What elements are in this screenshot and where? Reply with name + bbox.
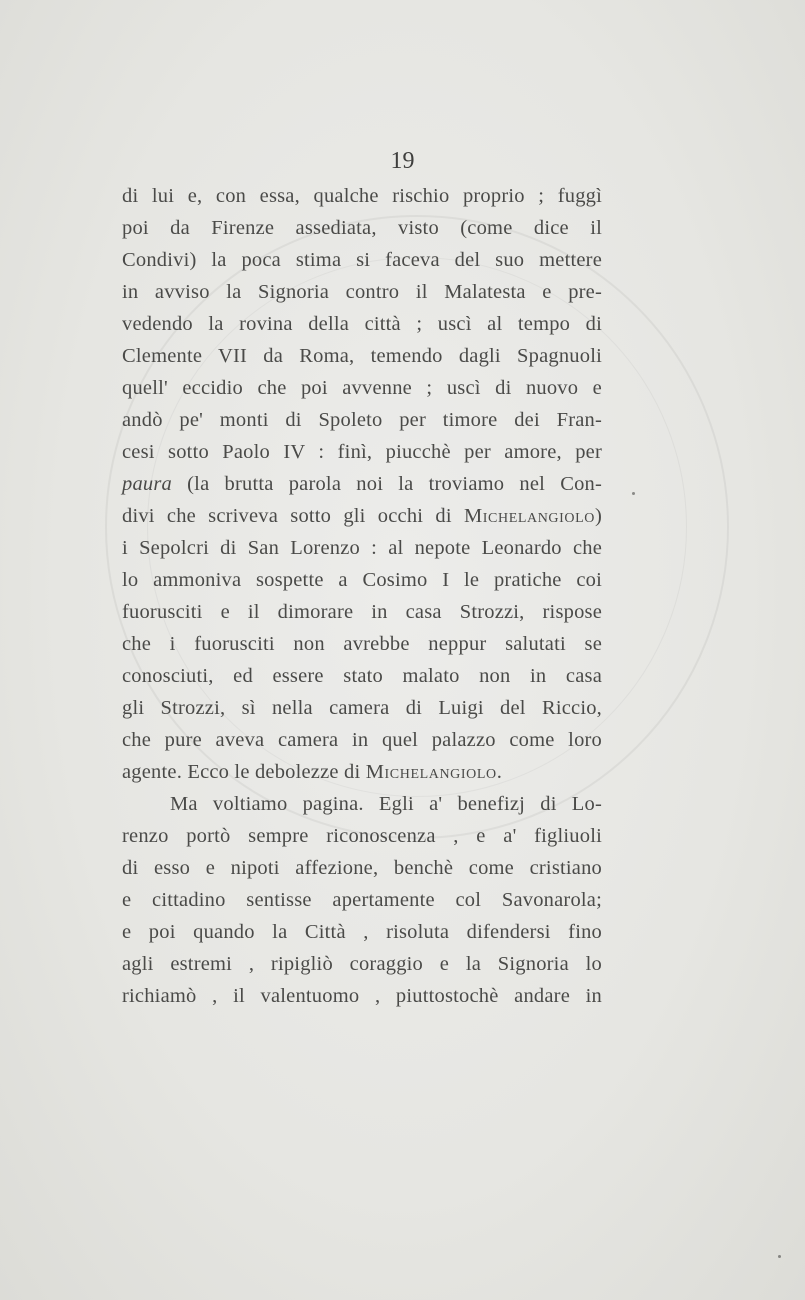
text-line: renzo portò sempre riconoscenza , e a' figliuoli bbox=[122, 825, 602, 847]
text-line: poi da Firenze assediata, visto (come dice il bbox=[122, 217, 602, 239]
text-line: gli Strozzi, sì nella camera di Luigi del Riccio, bbox=[122, 697, 602, 719]
text-line bbox=[122, 468, 602, 500]
text-line: Condivi) la poca stima si faceva del suo mettere bbox=[122, 249, 602, 271]
text-line: e cittadino sentisse apertamente col Savonarola; bbox=[122, 889, 602, 911]
page-number: 19 bbox=[390, 148, 415, 174]
text-line: e poi quando la Città , risoluta difendersi fino bbox=[122, 921, 602, 943]
text-line: in avviso la Signoria contro il Malatesta e pre- bbox=[122, 281, 602, 303]
text-line: vedendo la rovina della città ; uscì al tempo di bbox=[122, 313, 602, 335]
text-segment: divi che scriveva sotto gli occhi di bbox=[122, 505, 464, 527]
text-line bbox=[122, 756, 602, 788]
text-line: andò pe' monti di Spoleto per timore dei Fran- bbox=[122, 409, 602, 431]
text-line: i Sepolcri di San Lorenzo : al nepote Leonardo che bbox=[122, 537, 602, 559]
paragraph bbox=[122, 180, 602, 788]
text-line: di esso e nipoti affezione, benchè come cristiano bbox=[122, 857, 602, 879]
text-line: richiamò , il valentuomo , piuttostochè andare in bbox=[122, 985, 602, 1007]
paragraph bbox=[122, 788, 602, 1012]
text-line: che pure aveva camera in quel palazzo come loro bbox=[122, 729, 602, 751]
paper-speck bbox=[778, 1255, 781, 1258]
text-segment: . bbox=[496, 761, 503, 783]
smallcaps-name: Michelangiolo bbox=[365, 761, 497, 783]
text-segment: (la brutta parola noi la troviamo nel Con- bbox=[171, 473, 602, 495]
text-segment: ) bbox=[594, 505, 602, 527]
text-line: quell' eccidio che poi avvenne ; uscì di nuovo e bbox=[122, 377, 602, 399]
text-line: lo ammoniva sospette a Cosimo I le pratiche coi bbox=[122, 569, 602, 591]
paper-speck bbox=[632, 492, 635, 495]
text-line: agli estremi , ripigliò coraggio e la Signoria lo bbox=[122, 953, 602, 975]
body-text bbox=[122, 180, 602, 1012]
text-line bbox=[122, 500, 602, 532]
text-segment: agente. Ecco le debolezze di bbox=[122, 761, 366, 783]
text-line: di lui e, con essa, qualche rischio proprio ; fuggì bbox=[122, 185, 602, 207]
text-line: Ma voltiamo pagina. Egli a' benefizj di Lo- bbox=[170, 793, 602, 815]
text-line: Clemente VII da Roma, temendo dagli Spagnuoli bbox=[122, 345, 602, 367]
text-line: conosciuti, ed essere stato malato non in casa bbox=[122, 665, 602, 687]
smallcaps-name: Michelangiolo bbox=[463, 505, 595, 527]
italic-word: paura bbox=[122, 473, 172, 495]
text-line: cesi sotto Paolo IV : finì, piucchè per amore, per bbox=[122, 441, 602, 463]
text-line: fuorusciti e il dimorare in casa Strozzi, rispose bbox=[122, 601, 602, 623]
text-line: che i fuorusciti non avrebbe neppur salutati se bbox=[122, 633, 602, 655]
